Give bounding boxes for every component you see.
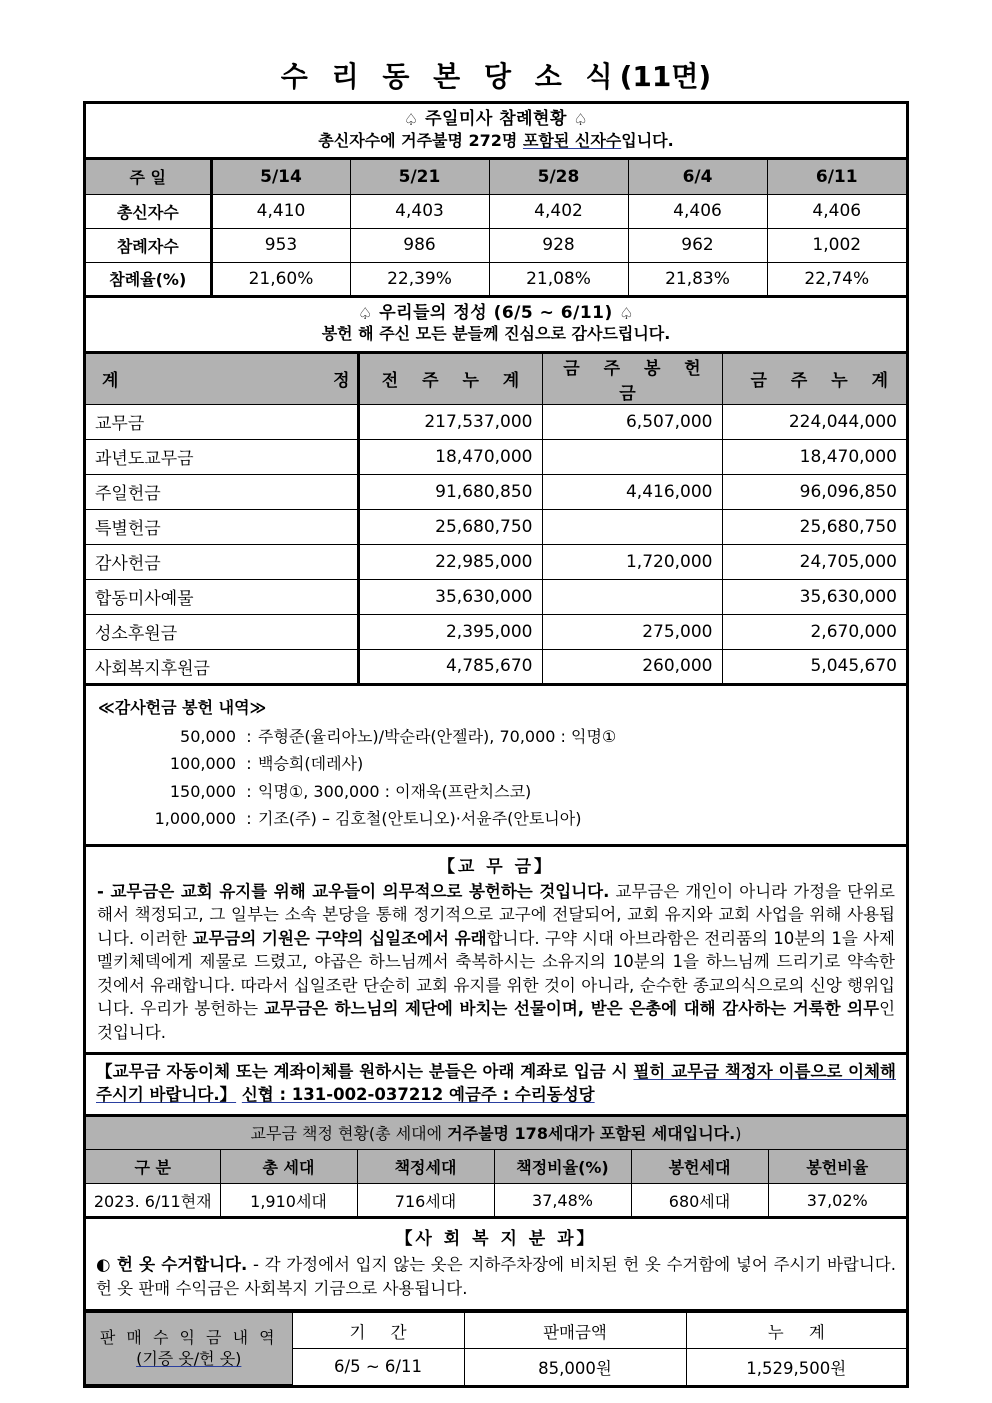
offering-col-header-week: 금 주 봉 헌 금 — [542, 354, 722, 405]
gyomugeum-bold-3: 교무금은 하느님의 제단에 바치는 선물이며, 받은 은총에 대해 감사하는 거룩한 의무 — [264, 999, 880, 1019]
donation-names: 기조(주) – 김호철(안토니오)·서윤주(안토니아) — [258, 809, 582, 829]
offering-prev: 217,537,000 — [358, 404, 542, 439]
offering-name: 성소후원금 — [86, 614, 358, 649]
table-row — [86, 404, 906, 439]
sales-row-label — [86, 1313, 292, 1385]
offering-prev: 18,470,000 — [358, 439, 542, 474]
sales-col-header-amount: 판매금액 — [464, 1313, 686, 1349]
donation-entry — [86, 778, 906, 806]
attendance-col-header-week: 주 일 — [86, 160, 211, 194]
donation-amount: 100,000 — [169, 754, 236, 774]
attendance-cell: 928 — [489, 228, 628, 262]
household-col-header: 구 분 — [86, 1150, 220, 1184]
sales-col-header-period: 기 간 — [292, 1313, 464, 1349]
household-caption-post: ) — [735, 1123, 742, 1143]
gyomugeum-bold-1: - 교무금은 교회 유지를 위해 교우들이 의무적으로 봉헌하는 것입니다. — [97, 882, 610, 901]
sales-amount: 85,000원 — [464, 1349, 686, 1385]
gyomugeum-plain-2: 합니다. 구약 시대 아브라함은 전리품의 10분의 1을 사제 멜키체덱에게 제물로 드렸고, 야곱은 하느님께서 축복하시는 소유지의 10분의 1을 하느님께 드리기로 약속한 것에서 유래합니다. 따라서 십일조란 단순히 교회 유지를 위한 것이 아니라, 순수한 종교의식으로의 신앙 행위입니다. 우리가 봉헌하는 — [97, 928, 895, 1019]
offering-total: 18,470,000 — [722, 439, 906, 474]
sales-row-label-line1: 판 매 수 익 금 내 역 — [99, 1327, 278, 1347]
offering-table — [86, 354, 906, 686]
table-header-row — [86, 160, 906, 194]
household-col-header: 책정세대 — [357, 1150, 494, 1184]
welfare-text: - 각 가정에서 입지 않는 옷은 지하주차장에 비치된 헌 옷 수거함에 넣어 주시기 바랍니다. 헌 옷 판매 수익금은 사회복지 기금으로 사용됩니다. — [96, 1255, 896, 1299]
donation-names: 주형준(율리아노)/박순라(안젤라), 70,000 : 익명① — [258, 726, 617, 746]
table-header-row — [86, 354, 906, 405]
attendance-table — [86, 160, 906, 298]
attendance-cell: 4,402 — [489, 194, 628, 228]
donation-amount: 50,000 — [180, 726, 236, 746]
offering-week: 260,000 — [542, 649, 722, 684]
half-circle-bullet-icon: ◐ — [96, 1255, 111, 1275]
offering-heading — [90, 303, 902, 325]
attendance-cell: 21,83% — [628, 262, 767, 296]
household-cell: 37,02% — [768, 1184, 906, 1218]
attendance-subheading — [90, 131, 902, 151]
offering-week: 6,507,000 — [542, 404, 722, 439]
table-row — [86, 439, 906, 474]
donation-names: 익명①, 300,000 : 이재욱(프란치스코) — [258, 781, 532, 801]
household-caption — [86, 1117, 906, 1150]
household-cell: 2023. 6/11현재 — [86, 1184, 220, 1218]
attendance-subheading-pre: 총신자수에 거주불명 272명 — [318, 130, 523, 150]
gyomugeum-body — [97, 880, 895, 1044]
attendance-cell: 962 — [628, 228, 767, 262]
table-row — [86, 509, 906, 544]
page-title-suffix: (11면) — [619, 60, 712, 93]
table-row — [86, 262, 906, 296]
offering-name: 특별헌금 — [86, 509, 358, 544]
page-title — [0, 0, 992, 101]
transfer-notice — [86, 1055, 906, 1117]
offering-week — [542, 509, 722, 544]
household-col-header: 총 세대 — [220, 1150, 357, 1184]
offering-prev: 91,680,850 — [358, 474, 542, 509]
offering-total: 2,670,000 — [722, 614, 906, 649]
sales-period: 6/5 ~ 6/11 — [292, 1349, 464, 1385]
household-col-header: 봉헌비율 — [768, 1150, 906, 1184]
donation-detail-section — [86, 686, 906, 847]
offering-total: 25,680,750 — [722, 509, 906, 544]
attendance-col-header-date: 5/28 — [489, 160, 628, 194]
offering-prev: 25,680,750 — [358, 509, 542, 544]
attendance-cell: 4,403 — [350, 194, 489, 228]
offering-prev: 35,630,000 — [358, 579, 542, 614]
table-row — [86, 474, 906, 509]
donation-amount: 150,000 — [169, 781, 236, 801]
offering-col-header-account-right: 정 — [333, 371, 350, 392]
attendance-heading — [90, 109, 902, 131]
offering-week: 1,720,000 — [542, 544, 722, 579]
welfare-body — [96, 1253, 896, 1301]
offering-name: 합동미사예물 — [86, 579, 358, 614]
table-row — [86, 194, 906, 228]
household-cell: 37,48% — [494, 1184, 631, 1218]
gyomugeum-plain-1: 교무금은 개인이 아니라 가정을 단위로 해서 책정되고, 그 일부는 소속 본당을 통해 정기적으로 교구에 전달되어, 교회 유지와 교회 사업을 위해 사용됩니다. 이러한 — [97, 882, 895, 948]
transfer-notice-underlined-1: 필히 교무금 책정자 이름으로 이체해 주시기 바랍니다.】 — [96, 1061, 896, 1105]
spade-icon: ♤ — [403, 110, 419, 129]
sales-row-label-line2: (기증 옷/헌 옷) — [136, 1348, 242, 1368]
table-row — [86, 228, 906, 262]
attendance-heading-band — [86, 104, 906, 160]
offering-prev: 4,785,670 — [358, 649, 542, 684]
offering-total: 96,096,850 — [722, 474, 906, 509]
offering-col-header-total: 금 주 누 계 — [722, 354, 906, 405]
attendance-row-label: 총신자수 — [86, 194, 211, 228]
donation-colon: : — [246, 754, 252, 774]
attendance-cell: 953 — [211, 228, 350, 262]
welfare-heading: 【사 회 복 지 분 과】 — [395, 1229, 597, 1250]
offering-heading-label: 우리들의 정성 (6/5 ~ 6/11) — [379, 302, 613, 323]
content-frame — [83, 101, 909, 1388]
household-caption-bold: 거주불명 178세대가 포함된 세대입니다. — [447, 1123, 736, 1143]
attendance-cell: 1,002 — [767, 228, 906, 262]
table-row — [86, 579, 906, 614]
table-header-row — [86, 1150, 906, 1184]
attendance-col-header-date: 5/21 — [350, 160, 489, 194]
sales-table — [86, 1312, 906, 1385]
attendance-cell: 4,406 — [628, 194, 767, 228]
household-caption-pre: 교무금 책정 현황(총 세대에 — [250, 1123, 448, 1143]
attendance-heading-label: 주일미사 참례현황 — [425, 109, 567, 129]
table-row — [86, 614, 906, 649]
offering-week — [542, 579, 722, 614]
offering-total: 224,044,000 — [722, 404, 906, 439]
offering-col-header-account — [86, 354, 358, 405]
gyomugeum-bold-2: 교무금의 기원은 구약의 십일조에서 유래 — [192, 928, 487, 948]
attendance-cell: 21,08% — [489, 262, 628, 296]
donation-colon: : — [246, 809, 252, 829]
offering-name: 과년도교무금 — [86, 439, 358, 474]
offering-week: 275,000 — [542, 614, 722, 649]
gyomugeum-section — [86, 847, 906, 1055]
donation-names: 백승희(데레사) — [258, 754, 364, 774]
welfare-section — [86, 1219, 906, 1312]
offering-total: 24,705,000 — [722, 544, 906, 579]
offering-total: 35,630,000 — [722, 579, 906, 614]
offering-name: 감사헌금 — [86, 544, 358, 579]
offering-name: 교무금 — [86, 404, 358, 439]
gyomugeum-plain-3: 인 것입니다. — [97, 999, 896, 1042]
attendance-col-header-date: 5/14 — [211, 160, 350, 194]
donation-colon: : — [246, 781, 252, 801]
donation-colon: : — [246, 726, 252, 746]
attendance-cell: 4,410 — [211, 194, 350, 228]
donation-entry — [86, 723, 906, 751]
attendance-subheading-underlined: 포함된 신자수 — [522, 130, 622, 150]
offering-subheading: 봉헌 해 주신 모든 분들께 진심으로 감사드립니다. — [321, 324, 671, 344]
table-row — [86, 544, 906, 579]
transfer-notice-part1: 【교무금 자동이체 또는 계좌이체를 원하시는 분들은 아래 계좌로 입금 시 — [96, 1061, 634, 1081]
household-col-header: 책정비율(%) — [494, 1150, 631, 1184]
table-header-row — [86, 1313, 906, 1349]
household-cell: 716세대 — [357, 1184, 494, 1218]
sales-col-header-total: 누 계 — [686, 1313, 906, 1349]
attendance-row-label: 참례자수 — [86, 228, 211, 262]
household-cell: 1,910세대 — [220, 1184, 357, 1218]
page-title-main: 수 리 동 본 당 소 식 — [280, 60, 620, 93]
donation-entry — [86, 750, 906, 778]
attendance-subheading-post: 입니다. — [621, 130, 674, 150]
spade-icon: ♤ — [357, 303, 373, 323]
table-row — [86, 1184, 906, 1218]
attendance-cell: 21,60% — [211, 262, 350, 296]
offering-col-header-account-left: 계 — [102, 371, 119, 392]
offering-prev: 2,395,000 — [358, 614, 542, 649]
sales-total: 1,529,500원 — [686, 1349, 906, 1385]
table-row — [86, 649, 906, 684]
welfare-bold-lead: 헌 옷 수거합니다. — [110, 1255, 248, 1275]
attendance-cell: 4,406 — [767, 194, 906, 228]
attendance-cell: 22,39% — [350, 262, 489, 296]
offering-heading-band — [86, 298, 906, 354]
offering-week — [542, 439, 722, 474]
donation-detail-heading: ≪감사헌금 봉헌 내역≫ — [98, 697, 267, 717]
offering-prev: 22,985,000 — [358, 544, 542, 579]
donation-entry — [86, 805, 906, 833]
spade-icon: ♤ — [619, 303, 635, 323]
offering-week: 4,416,000 — [542, 474, 722, 509]
transfer-notice-account: 신협 : 131-002-037212 예금주 : 수리동성당 — [241, 1085, 595, 1105]
household-col-header: 봉헌세대 — [631, 1150, 768, 1184]
attendance-cell: 986 — [350, 228, 489, 262]
attendance-cell: 22,74% — [767, 262, 906, 296]
offering-name: 주일헌금 — [86, 474, 358, 509]
offering-name: 사회복지후원금 — [86, 649, 358, 684]
attendance-col-header-date: 6/11 — [767, 160, 906, 194]
offering-col-header-prev: 전 주 누 계 — [358, 354, 542, 405]
gyomugeum-heading: 【교 무 금】 — [437, 857, 555, 877]
spade-icon: ♤ — [573, 110, 589, 129]
offering-total: 5,045,670 — [722, 649, 906, 684]
household-cell: 680세대 — [631, 1184, 768, 1218]
attendance-col-header-date: 6/4 — [628, 160, 767, 194]
donation-amount: 1,000,000 — [154, 809, 236, 829]
attendance-row-label: 참례율(%) — [86, 262, 211, 296]
household-table — [86, 1150, 906, 1220]
